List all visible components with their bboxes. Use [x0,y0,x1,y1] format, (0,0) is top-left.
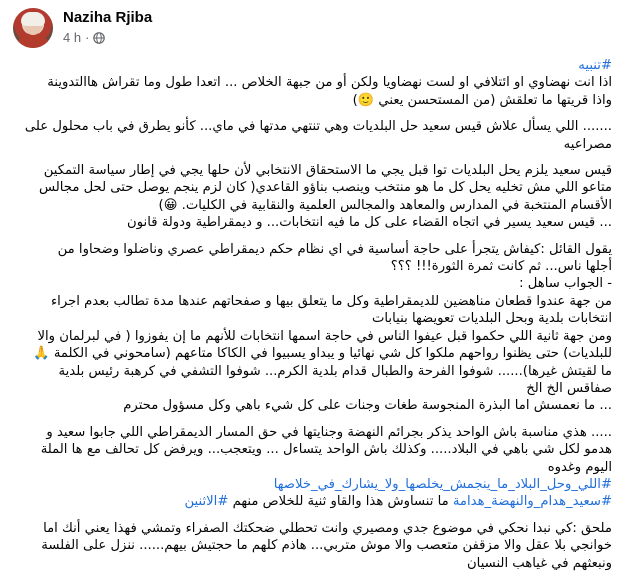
text-line: ومن جهة ثانية اللي حكموا قبل عيفوا الناس في حاجة اسمها انتخابات للأنهم ما إن يفوزوا ( في لبرلمان والا [37,328,612,344]
text-line: ملحق :كي نبدا نحكي في موضوع جدي ومصيري وانت تحطلي ضحكتك الصفراء وتمشي فهذا يعني أنك اما [43,520,612,536]
text-line: أجلها ناس... ثم كانت ثمرة الثورة!!! ؟؟؟ [390,259,612,275]
text-line: - الجواب ساهل : [519,276,612,292]
post-meta [63,30,105,45]
text-line: ما لقيتش غيرها)...... شوفوا الفرحة والطبال قدام بلدية الكرم... شوفوا التشفي في كرهبة رئيس بلدية [58,363,612,379]
text-line: ونبعثهم في غياهب النسيان [467,555,612,571]
author-name[interactable]: Naziha Rjiba [63,9,153,26]
hashtag[interactable]: #تنبيه [578,58,612,73]
meta-separator: · [85,30,90,45]
post-body [12,57,612,581]
post-time[interactable]: 4 h [63,30,82,45]
text-line: من جهة عندوا قطعان مناهضين للديمقراطية وكل ما يتعلق بيها و صفحاتهم عندها مدة تطالب بعدم اجراء [50,293,612,309]
text-line: ... ما نعمسش اما البذرة المنجوسة طغات وجنات على كل شيء باهي وكل مسؤول محترم [123,398,612,414]
paragraph [12,118,612,153]
globe-icon [93,32,105,44]
avatar[interactable] [13,8,53,48]
hashtag[interactable]: #الاثنين [184,494,229,510]
text-line: مصراعيه [563,136,612,152]
text-line: قيس سعيد يلزم يحل البلديات توا قبل يجي ما الاستحقاق الانتخابي لأن حلها يجي في إطار سياسة التمكين [43,163,612,179]
hashtag-line [12,493,612,510]
text-line: واذا قريتها ما تعلقش (من المستحسن يعني 🙂) [352,92,612,108]
paragraph-appendix [12,520,612,572]
text-span: ما تنساوش هذا والقاو ثنية للخلاص منهم [228,494,453,510]
post-header [0,0,625,48]
text-line: ... قيس سعيد يسير في اتجاه القضاء على كل ما فيه انتخابات... و ديمقراطية ودولة قانون [127,215,612,231]
text-line: متاعو اللي مش تخليه يحل كل ما هو منتخب وينصب بناؤو القاعدي( كان لزم ينجم يوصل حتى لحل مجالس [38,180,612,196]
hashtag[interactable]: #سعيد_هدام_والنهضة_هدامة [452,494,612,510]
hashtag[interactable]: #اللي_وحل_البلاد_ما_ينجمش_يخلصها_ولا_يشارك_في_خلاصها [273,476,612,492]
text-line: صفاقس الخ الخ [526,380,612,396]
text-line: للبلديات) حتى يظنوا رواحهم ملكوا كل شي نهائيا و يبداو يسبيوا في الكاكا متاعهم (سامحوني في الكلمة 🙏 [33,346,612,362]
text-line: الأقسام المنتخبة في المدارس والمعاهد والمجالس العلمية والنقابية في الكليات. 😀) [158,197,612,213]
paragraph [12,424,612,511]
text-line: يقول القائل :كيفاش يتجرأ على حاجة أساسية في اي نظام حكم ديمقراطي عصري وناضلوا وضحاوا من [57,241,612,257]
text-line: ....... اللي يسأل علاش قيس سعيد حل البلديات وهي تنتهي مدتها في ماي... كأنو يطرق في باب محلول على [24,119,612,135]
text-line: خوانجي بلا عقل والا مزقفن متعصب والا موش متربي... هاذم كلهم ما حجتيش بيهم...... ننزل على الفلسة [41,538,612,554]
paragraph-warning [12,57,612,109]
paragraph [12,241,612,415]
text-line: ..... هذي مناسبة باش الواحد يذكر بجرائم النهضة وجنايتها في حق المسار الديمقراطي اللي جابوا سعيد و [46,424,612,440]
text-line: اذا انت نهضاوي او ائتلافي او لست نهضاويا ولكن أو من جبهة الخلاص ... اتعدا طول وما تقراش هاالتدوينة [47,75,612,91]
text-line: انتخابات بلدية وبحل البلديات تعويضها بنيابات [372,311,612,327]
text-line: هدمو لكل شي باهي في البلاد..... وكذلك باش الواحد يتساءل ... ويتعجب... ويرفض كل تحالف مع ها الملة [40,442,612,458]
paragraph [12,162,612,232]
text-line: اليوم وغدوه [547,459,612,475]
